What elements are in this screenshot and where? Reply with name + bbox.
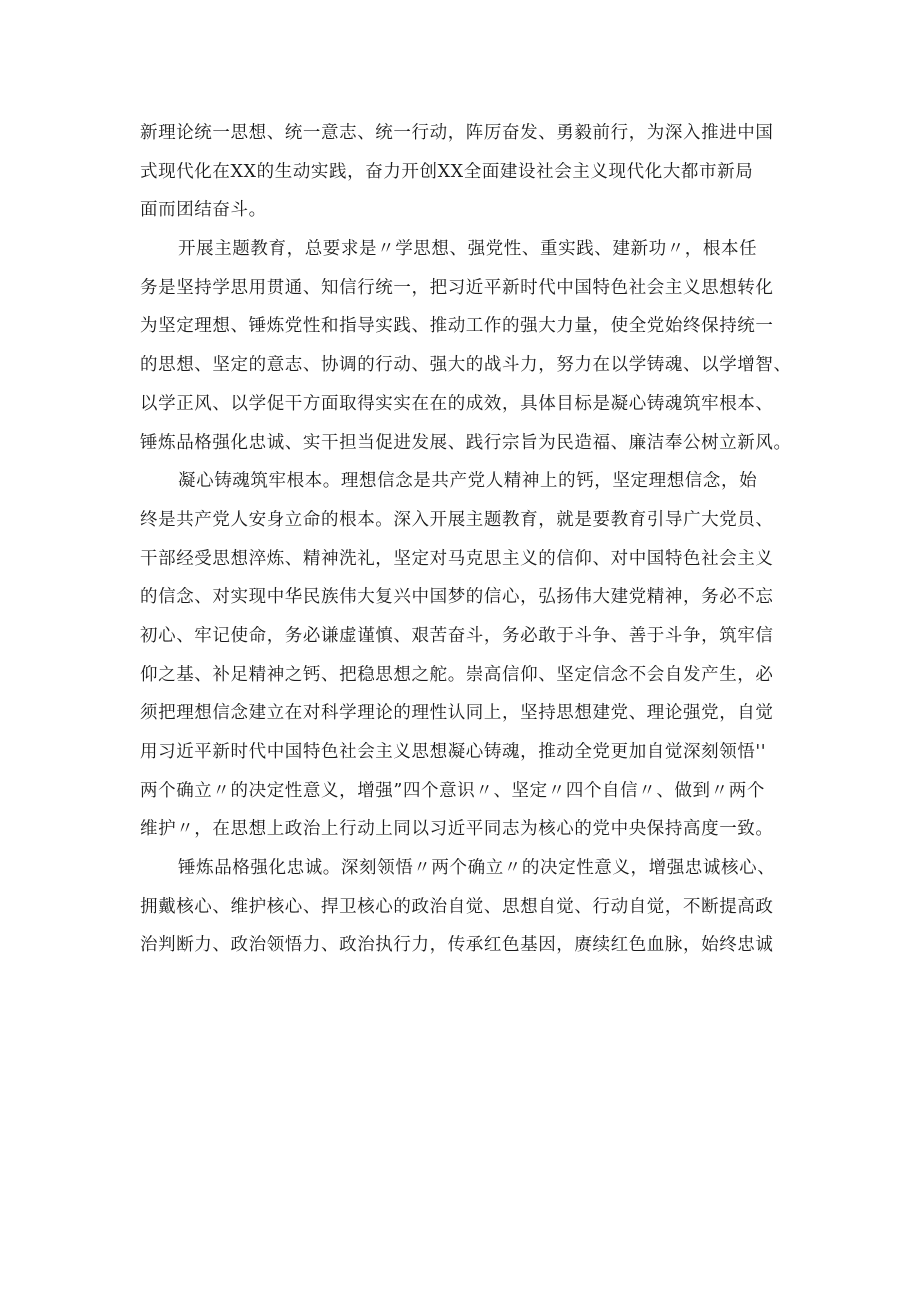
- text-line: 两个确立〃的决定性意义，增强”四个意识〃、坚定〃四个自信〃、做到〃两个: [140, 780, 765, 801]
- paragraph: [140, 462, 800, 849]
- text-line: 锤炼品格强化忠诚。深刻领悟〃两个确立〃的决定性意义，增强忠诚核心、: [178, 858, 776, 879]
- text-line: 务是坚持学思用贯通、知信行统一，把习近平新时代中国特色社会主义思想转化: [140, 277, 774, 298]
- document-body: [140, 114, 800, 965]
- text-line: 锤炼品格强化忠诚、实干担当促进发展、践行宗旨为民造福、廉洁奉公树立新风。: [140, 432, 792, 453]
- text-line: 干部经受思想淬炼、精神洗礼，坚定对马克思主义的信仰、对中国特色社会主义: [140, 548, 774, 569]
- text-line: 凝心铸魂筑牢根本。理想信念是共产党人精神上的钙，坚定理想信念，始: [178, 471, 758, 492]
- text-line: 为坚定理想、锤炼党性和指导实践、推动工作的强大力量，使全党始终保持统一: [140, 316, 774, 337]
- text-line: 以学正风、以学促干方面取得实实在在的成效，具体目标是凝心铸魂筑牢根本、: [140, 393, 774, 414]
- text-line: 治判断力、政治领悟力、政治执行力，传承红色基因，赓续红色血脉，始终忠诚: [140, 935, 774, 956]
- text-line: 维护〃，在思想上政治上行动上同以习近平同志为核心的党中央保持高度一致。: [140, 819, 774, 840]
- text-line: 面而团结奋斗。: [140, 200, 267, 221]
- text-line: 拥戴核心、维护核心、捍卫核心的政治自觉、思想自觉、行动自觉，不断提高政: [140, 896, 774, 917]
- text-line: 用习近平新时代中国特色社会主义思想凝心铸魂，推动全党更加自觉深刻领悟'': [140, 742, 767, 762]
- text-line: 的思想、坚定的意志、协调的行动、强大的战斗力，努力在以学铸魂、以学增智、: [140, 355, 792, 376]
- paragraph: [140, 849, 800, 965]
- text-line: 终是共产党人安身立命的根本。深入开展主题教育，就是要教育引导广大党员、: [140, 509, 774, 530]
- text-line: 开展主题教育，总要求是〃学思想、强党性、重实践、建新功〃，根本任: [178, 239, 758, 260]
- text-line: 仰之基、补足精神之钙、把稳思想之舵。崇高信仰、坚定信念不会自发产生，必: [140, 664, 774, 685]
- text-line: 式现代化在XX的生动实践，奋力开创XX全面建设社会主义现代化大都市新局: [140, 161, 754, 182]
- paragraph: [140, 230, 800, 462]
- text-line: 新理论统一思想、统一意志、统一行动，阵厉奋发、勇毅前行，为深入推进中国: [140, 123, 774, 143]
- text-line: 的信念、对实现中华民族伟大复兴中国梦的信心，弘扬伟大建党精神，务必不忘: [140, 587, 774, 608]
- paragraph: [140, 114, 800, 230]
- text-line: 须把理想信念建立在对科学理论的理性认同上，坚持思想建党、理论强党，自觉: [140, 703, 774, 724]
- text-line: 初心、牢记使命，务必谦虚谨慎、艰苦奋斗，务必敢于斗争、善于斗争，筑牢信: [140, 625, 774, 646]
